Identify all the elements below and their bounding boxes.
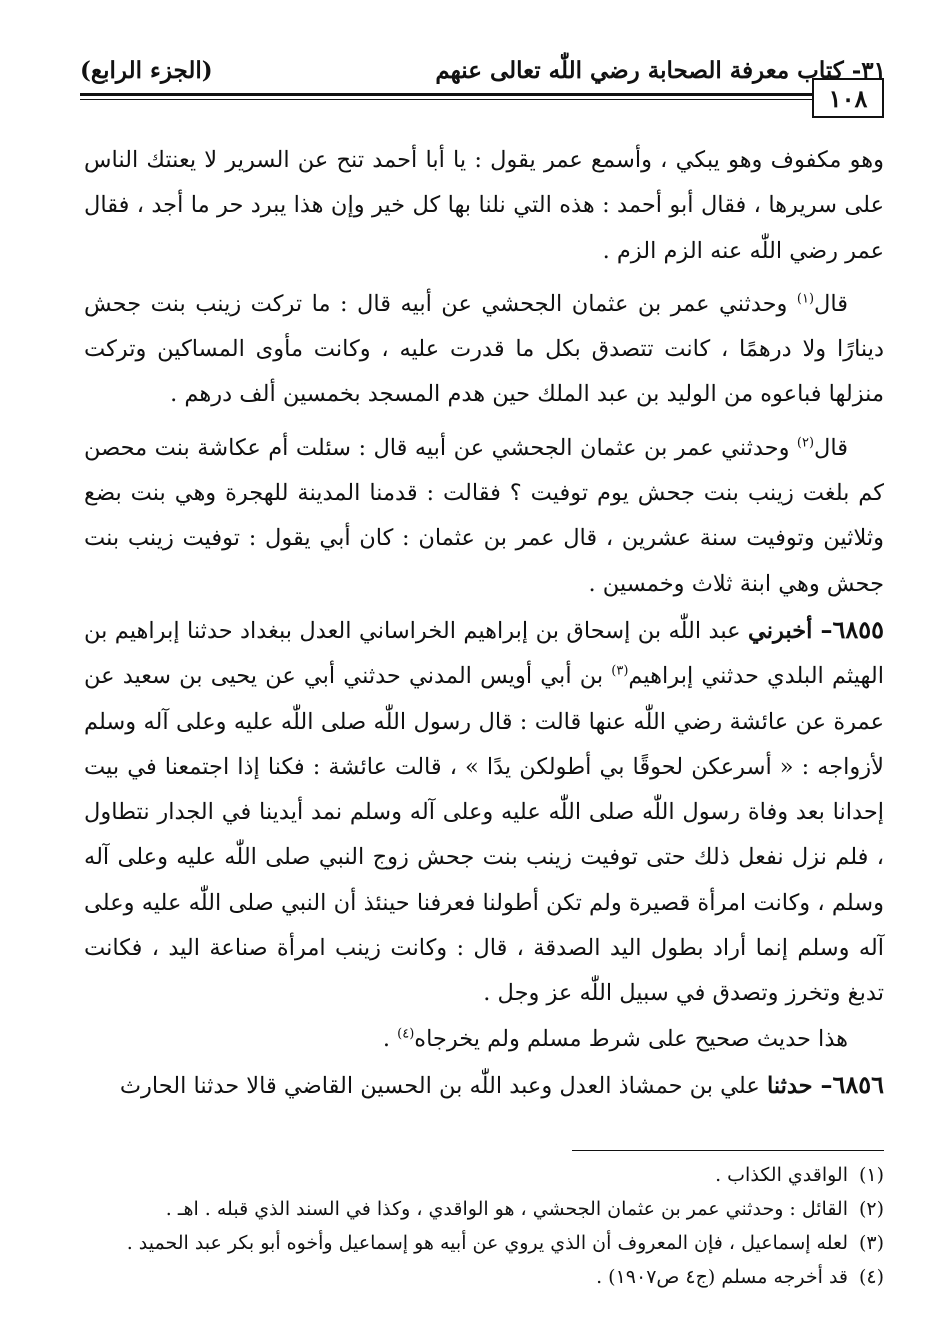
hadith-number: ٦٨٥٦–: [820, 1069, 884, 1099]
footnote-number: (٤): [858, 1266, 884, 1288]
footnote-separator: [572, 1150, 884, 1151]
footnote-marker: (٤): [397, 1026, 415, 1042]
hadith-6855: [84, 607, 884, 1017]
page-header: [80, 50, 886, 90]
paragraph: [84, 282, 884, 418]
paragraph-lead: قال: [814, 434, 848, 461]
footnote-number: (١): [858, 1164, 884, 1186]
footnote-marker: (٣): [611, 663, 629, 679]
verdict-text: هذا حديث صحيح على شرط مسلم ولم يخرجاه: [414, 1025, 848, 1052]
hadith-text: علي بن حمشاذ العدل وعبد اللّٰه بن الحسين القاضي قالا حدثنا الحارث: [119, 1072, 767, 1099]
hadith-6856: [84, 1062, 884, 1109]
footnote: [84, 1158, 884, 1192]
paragraph: [84, 138, 884, 274]
footnote-text: الواقدي الكذاب .: [715, 1164, 848, 1186]
paragraph-text: وهو مكفوف وهو يبكي ، وأسمع عمر يقول : يا أبا أحمد تنح عن السرير لا يعنتك الناس على سريرها ، فقال أبو أحمد : هذه التي نلنا بها كل خير وإن هذا يبرد حر ما أجد ، فقال عمر رضي اللّٰه عنه الزم الزم .: [84, 147, 884, 264]
footnote-text: القائل : وحدثني عمر بن عثمان الجحشي ، هو الواقدي ، وكذا في السند الذي قبله . اهـ .: [165, 1198, 848, 1220]
page-number-box: [812, 78, 884, 118]
hadith-text: بن أبي أويس المدني حدثني أبي عن يحيى بن سعيد عن عمرة عن عائشة رضي اللّٰه عنها قالت : قال رسول اللّٰه صلى اللّٰه عليه وعلى آله وسلم لأزواجه : « أسرعكن لحوقًا بي أطولكن يدًا » ، قالت عائشة : فكنا إذا اجتمعنا في بيت إحدانا بعد وفاة رسول اللّٰه صلى اللّٰه عليه وعلى آله وسلم نمد أيدينا في الجدار نتطاول ، فلم نزل نفعل ذلك حتى توفيت زينب بنت جحش زوج النبي صلى اللّٰه عليه وعلى آله وسلم ، وكانت امرأة قصيرة ولم تكن أطولنا فعرفنا حينئذ أن النبي صلى اللّٰه عليه وعلى آله وسلم إنما أراد بطول اليد الصدقة ، قال : وكانت زينب امرأة صناعة اليد ، فكانت تدبغ وتخرز وتصدق في سبيل اللّٰه عز وجل .: [84, 663, 884, 1007]
paragraph-text: وحدثني عمر بن عثمان الجحشي عن أبيه قال : سئلت أم عكاشة بنت محصن كم بلغت زينب بنت جحش يوم توفيت ؟ فقالت : قدمنا المدينة للهجرة وهي بنت بضع وثلاثين وتوفيت سنة عشرين ، قال عمر بن عثمان : كان أبي يقول : توفيت زينب بنت جحش وهي ابنة ثلاث وخمسين .: [84, 434, 884, 597]
header-rule-thin: [80, 99, 812, 100]
verdict-end: .: [382, 1025, 398, 1052]
footnote-marker: (١): [796, 291, 815, 307]
footnote: [84, 1192, 884, 1226]
hadith-text: عبد اللّٰه بن إسحاق بن إبراهيم الخراساني العدل ببغداد حدثنا إبراهيم بن الهيثم البلدي حدثني إبراهيم: [84, 617, 884, 690]
page-number: ١٠٨: [828, 83, 868, 113]
footnote-marker: (٢): [796, 435, 815, 451]
footnote: [84, 1226, 884, 1260]
footnote-number: (٢): [858, 1198, 884, 1220]
footnote-number: (٣): [858, 1232, 884, 1254]
paragraph-text: وحدثني عمر بن عثمان الجحشي عن أبيه قال : ما تركت زينب بنت جحش دينارًا ولا درهمًا ، كانت تتصدق بكل ما قدرت عليه ، وكانت مأوى المساكين وتركت منزلها فباعوه من الوليد بن عبد الملك حين هدم المسجد بخمسين ألف درهم .: [84, 290, 884, 408]
main-text: [84, 138, 884, 1109]
header-rule: [80, 93, 812, 96]
footnote-text: قد أخرجه مسلم (ج٤ ص١٩٠٧) .: [596, 1266, 848, 1288]
hadith-opening: أخبرني: [747, 617, 821, 644]
footnote: [84, 1260, 884, 1294]
volume-label: (الجزء الرابع): [80, 56, 213, 84]
paragraph-lead: قال: [814, 290, 848, 317]
hadith-number: ٦٨٥٥–: [820, 614, 884, 644]
hadith-opening: حدثنا: [766, 1072, 821, 1099]
verdict: [84, 1017, 884, 1062]
footnote-text: لعله إسماعيل ، فإن المعروف أن الذي يروي عن أبيه هو إسماعيل وأخوه أبو بكر عبد الحميد .: [126, 1232, 848, 1254]
book-title: ٣١- كتاب معرفة الصحابة رضي اللّٰه تعالى عنهم: [435, 56, 886, 84]
footnotes: [84, 1158, 884, 1294]
paragraph: [84, 426, 884, 607]
